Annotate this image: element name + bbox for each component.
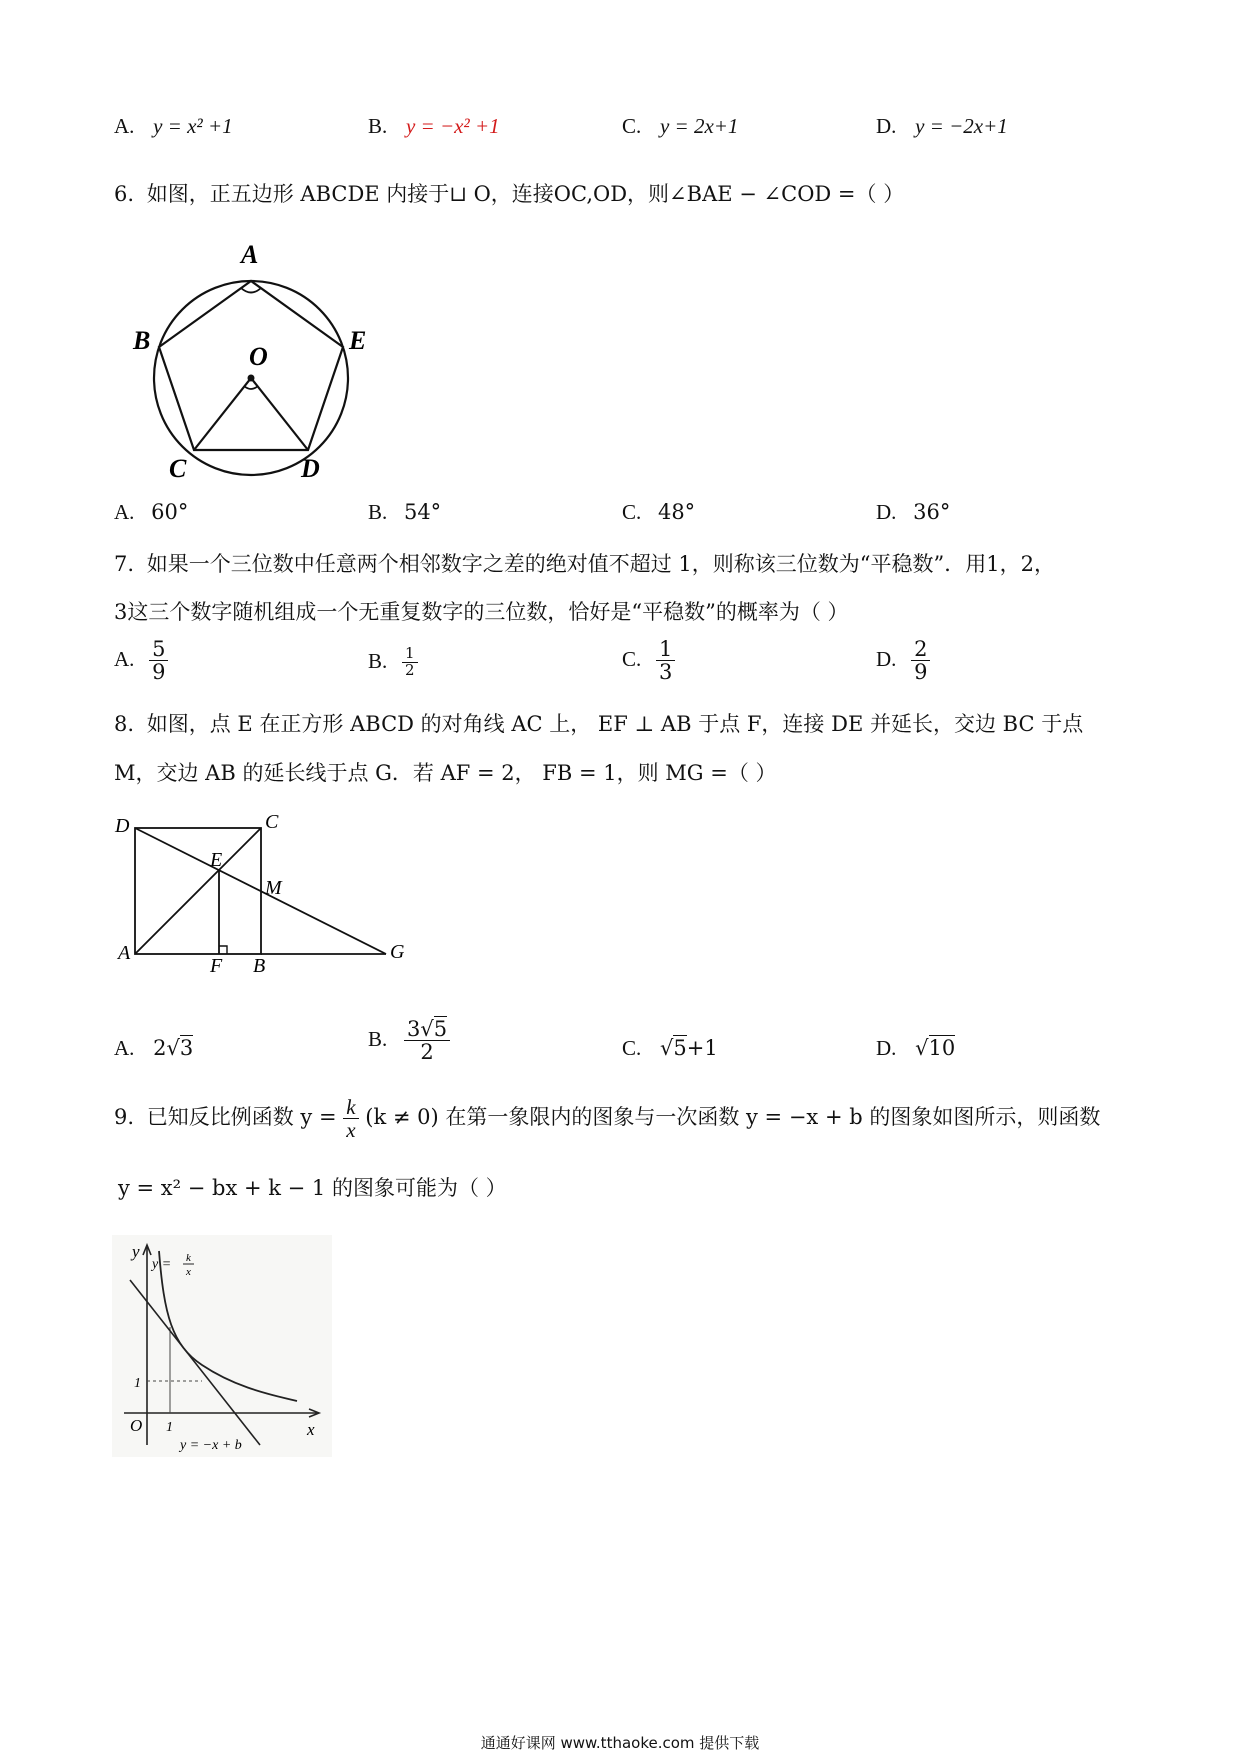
numerator: 2 [911, 638, 930, 661]
q7-option-b [368, 646, 418, 679]
vertex-label-d: D [301, 454, 320, 483]
hyperbola-label: y = [152, 1257, 172, 1272]
q7-option-d [876, 638, 930, 683]
denominator: x [346, 1118, 356, 1143]
q5-option-c [622, 114, 738, 139]
point-label-m: M [265, 877, 282, 899]
point-label-e: E [210, 849, 223, 871]
q7-option-a [114, 638, 168, 683]
option-label: D. [876, 1036, 897, 1060]
denominator: 3 [658, 660, 673, 685]
option-label: A. [114, 647, 135, 672]
numerator: 1 [656, 638, 675, 661]
point-label-f: F [210, 955, 223, 976]
question-number: 8. [114, 712, 135, 736]
hyperbola-label-numerator: k [186, 1252, 191, 1264]
option-fraction [404, 1018, 450, 1063]
option-coefficient: 3 [406, 1017, 421, 1041]
right-angle-mark [219, 946, 227, 954]
option-fraction [656, 638, 675, 683]
option-coefficient: 2 [153, 1036, 167, 1060]
option-label: C. [622, 114, 642, 138]
hyperbola-label-denominator: x [186, 1266, 191, 1278]
option-suffix: +1 [686, 1036, 718, 1060]
vertex-label-c: C [169, 454, 187, 483]
radicand: 5 [433, 1017, 448, 1041]
origin-label: O [130, 1416, 143, 1435]
option-label: C. [622, 647, 642, 672]
q8-stem-line2 [114, 757, 777, 787]
option-expression-highlighted: y = −x² +1 [405, 114, 500, 138]
question-number: 9. [114, 1105, 135, 1130]
vertex-label-b: B [133, 326, 151, 355]
option-value: 60° [151, 500, 189, 524]
page-footer: 通通好课网 www.tthaoke.com 提供下载 [480, 1734, 760, 1752]
q7-stem-line1 [114, 548, 1055, 578]
question-text: (k ≠ 0) 在第一象限内的图象与一次函数 y = −x + b 的图象如图所示，则函数 [365, 1105, 1101, 1130]
option-label: A. [114, 500, 135, 524]
q9-function-graph [112, 1235, 332, 1457]
option-value: 48° [657, 500, 696, 524]
radical-sign: √ [659, 1036, 674, 1060]
axis-label-x: x [307, 1420, 315, 1439]
option-label: C. [622, 1036, 642, 1060]
question-number: 6. [114, 182, 135, 206]
option-label: D. [876, 500, 897, 524]
question-text: 如图，点 E 在正方形 ABCD 的对角线 AC 上， EF ⊥ AB 于点 F，连接 DE 并延长，交边 BC 于点 [146, 712, 1084, 736]
denominator: 2 [420, 1040, 434, 1065]
option-expression: y = 2x+1 [659, 114, 739, 138]
center-point [248, 375, 255, 382]
q5-option-d [876, 114, 1008, 139]
option-fraction [911, 638, 930, 683]
q8-option-d [876, 1036, 955, 1061]
question-text: 已知反比例函数 y = [146, 1105, 337, 1130]
q8-square-figure [110, 806, 420, 976]
question-text: 3这三个数字随机组成一个无重复数字的三位数，恰好是“平稳数”的概率为（ ） [114, 600, 849, 624]
q9-stem-line2 [118, 1172, 507, 1202]
option-label: D. [876, 114, 897, 138]
question-text: 如果一个三位数中任意两个相邻数字之差的绝对值不超过 1，则称该三位数为“平稳数”．用1，2， [146, 552, 1055, 576]
question-text: M，交边 AB 的延长线于点 G．若 AF = 2， FB = 1，则 MG =（ ） [114, 761, 777, 785]
radicand: 5 [673, 1036, 687, 1060]
question-number: 7. [114, 552, 135, 576]
center-label-o: O [249, 342, 268, 371]
denominator: 9 [914, 660, 928, 685]
radicand: 3 [179, 1036, 194, 1060]
option-label: B. [368, 1027, 388, 1052]
q8-option-b [368, 1018, 450, 1063]
q6-option-d [876, 500, 950, 525]
q5-option-b [368, 114, 500, 139]
option-label: B. [368, 114, 388, 138]
option-fraction [402, 646, 418, 679]
q7-option-c [622, 638, 675, 683]
q8-stem-line1 [114, 708, 1083, 738]
diagonal-ac [135, 828, 261, 954]
angle-a-arc [241, 288, 261, 293]
radical-sign: √ [420, 1017, 434, 1041]
numerator: 5 [149, 638, 168, 661]
denominator: 9 [152, 660, 166, 685]
question-text: y = x² − bx + k − 1 的图象可能为（ ） [118, 1176, 507, 1200]
line-label: y = −x + b [180, 1438, 242, 1453]
q6-option-c [622, 500, 695, 525]
q7-stem-line2 [114, 596, 849, 626]
option-label: D. [876, 647, 897, 672]
q6-stem [114, 178, 904, 208]
option-label: B. [368, 648, 388, 673]
option-label: C. [622, 500, 642, 524]
option-expression: y = −2x+1 [915, 114, 1008, 138]
point-label-g: G [390, 941, 405, 963]
radicand: 10 [928, 1036, 956, 1060]
denominator: 2 [404, 660, 415, 679]
q6-pentagon-figure [125, 235, 385, 485]
vertex-label-a: A [118, 942, 131, 964]
radical-sign: √ [166, 1036, 180, 1060]
option-label: A. [114, 1036, 135, 1060]
option-fraction [149, 638, 168, 683]
q8-option-c [622, 1036, 718, 1061]
angle-o-arc [244, 386, 258, 389]
q6-option-a [114, 500, 188, 525]
axis-label-y: y [132, 1242, 140, 1261]
option-value: 54° [403, 500, 442, 524]
q9-stem-line1 [114, 1096, 1100, 1141]
option-label: B. [368, 500, 388, 524]
vertex-label-d: D [115, 815, 130, 837]
option-label: A. [114, 114, 135, 138]
q5-option-a [114, 114, 233, 139]
vertex-label-b: B [253, 955, 266, 976]
vertex-label-c: C [265, 811, 279, 833]
question-text: 如图，正五边形 ABCDE 内接于⊔ O，连接OC,OD，则∠BAE − ∠COD =（ ） [146, 182, 905, 206]
option-expression: y = x² +1 [153, 114, 233, 138]
radical-sign: √ [915, 1036, 929, 1060]
option-value: 36° [913, 500, 951, 524]
vertex-label-e: E [349, 326, 367, 355]
inline-fraction [343, 1096, 358, 1141]
q8-option-a [114, 1036, 193, 1061]
segment-oc [194, 378, 251, 450]
tick-label-x-one: 1 [166, 1420, 173, 1435]
tick-label-y-one: 1 [134, 1376, 141, 1391]
q6-option-b [368, 500, 441, 525]
vertex-label-a: A [241, 240, 259, 269]
numerator: k [343, 1096, 358, 1119]
numerator: 1 [402, 646, 418, 663]
numerator [404, 1018, 450, 1041]
segment-od [251, 378, 308, 450]
